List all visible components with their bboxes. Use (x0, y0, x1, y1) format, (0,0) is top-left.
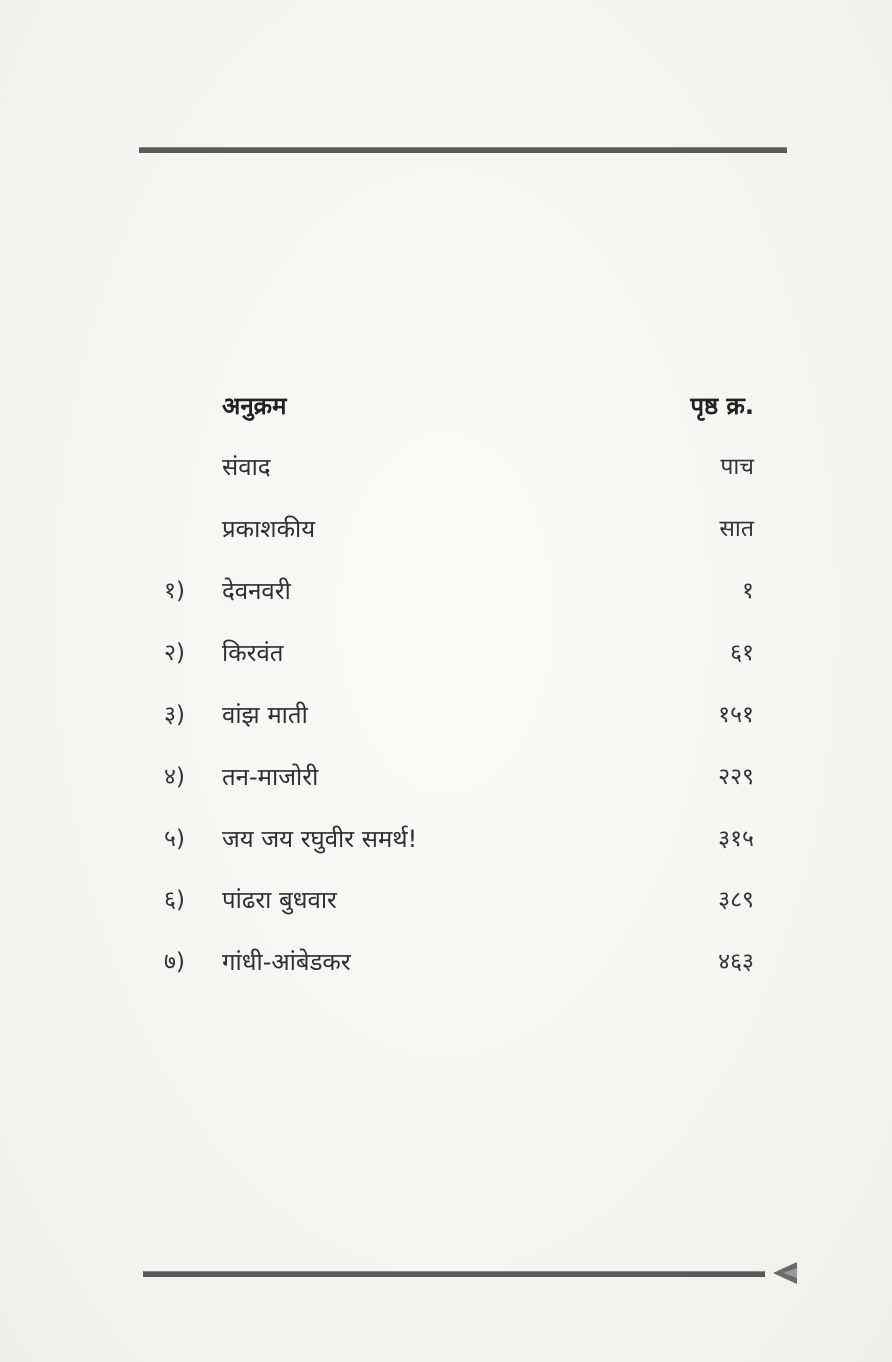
toc-entry-row (0, 757, 892, 797)
toc-entry-title: गांधी-आंबेडकर (222, 948, 351, 976)
toc-prelim-row (0, 509, 892, 549)
toc-prelim-row (0, 447, 892, 487)
toc-prelim-title: संवाद (222, 453, 271, 481)
toc-entry-title: तन-माजोरी (222, 763, 319, 791)
toc-entry-page: ३१५ (718, 826, 754, 852)
toc-entry-page: २२९ (718, 764, 754, 790)
toc-entry-row (0, 942, 892, 982)
toc-entry-number: ५) (164, 826, 185, 852)
toc-prelim-title: प्रकाशकीय (222, 515, 316, 543)
toc-entry-page: ३८९ (718, 887, 754, 913)
toc-entry-page: १ (742, 578, 754, 604)
toc-entry-number: ७) (164, 949, 185, 975)
toc-entry-title: किरवंत (222, 639, 284, 667)
toc-entry-page: १५१ (718, 702, 754, 728)
toc-entry-number: १) (164, 578, 185, 604)
toc-entry-title: जय जय रघुवीर समर्थ! (222, 825, 418, 853)
toc-entry-row (0, 571, 892, 611)
toc-entry-number: ६) (164, 887, 185, 913)
toc-entry-number: ४) (164, 764, 185, 790)
toc-prelim-page: सात (719, 516, 754, 542)
toc-prelim-page: पाच (720, 454, 754, 480)
toc-entry-row (0, 633, 892, 673)
toc-entry-row (0, 819, 892, 859)
toc-entry-row (0, 880, 892, 920)
toc-entry-title: पांढरा बुधवार (222, 886, 337, 914)
toc-entry-page: ४६३ (718, 949, 754, 975)
toc-entry-row (0, 695, 892, 735)
toc-entry-number: ३) (164, 702, 185, 728)
toc-heading: अनुक्रम (222, 392, 287, 420)
toc-entry-title: वांझ माती (222, 701, 308, 729)
toc-header-row (0, 386, 892, 426)
toc-entry-title: देवनवरी (222, 577, 291, 605)
bottom-rule (143, 1271, 765, 1277)
toc-entry-page: ६१ (730, 640, 754, 666)
toc-entry-number: २) (164, 640, 185, 666)
page-number-heading: पृष्ठ क्र. (690, 392, 754, 420)
